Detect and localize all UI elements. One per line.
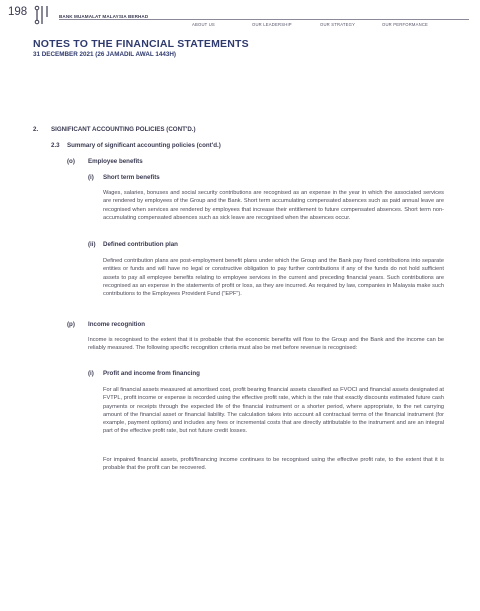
item-p-i-title: Profit and income from financing (103, 370, 200, 377)
nav-our-performance[interactable]: OUR PERFORMANCE (382, 22, 429, 27)
bank-logo-icon (33, 5, 53, 25)
nav-our-strategy[interactable]: OUR STRATEGY (320, 22, 356, 27)
item-o-ii-title: Defined contribution plan (103, 241, 178, 248)
item-p-title: Income recognition (88, 321, 146, 328)
item-o-i-number: (i) (88, 174, 94, 181)
nav-our-leadership[interactable]: OUR LEADERSHIP (252, 22, 292, 27)
income-recognition-intro: Income is recognised to the extent that it is probable that the economic benefits will flow to the Group and the Bank and the income can be reliably measured. The following specific recognition criteria must also be met before revenue is recognised: (88, 337, 444, 352)
item-o-number: (o) (67, 158, 75, 165)
header-divider (59, 19, 469, 20)
item-o-ii-number: (ii) (88, 241, 96, 248)
item-o-i-title: Short term benefits (103, 174, 160, 181)
short-term-benefits-text: Wages, salaries, bonuses and social security contributions are recognised as an expense in the year in which the associated services are rendered by employees of the Group and the Bank. Short term accumulating compensated absences such as paid annual leave are recognised when services are rendered by employees that increase their entitlement to future compensated absences. Short term non-accumulating compensated absences such as sick leave are recognised when the absences occur. (103, 190, 444, 221)
item-p-i-number: (i) (88, 370, 94, 377)
bank-name: BANK MUAMALAT MALAYSIA BERHAD (59, 14, 149, 19)
profit-income-text-2: For impaired financial assets, profit/financing income continues to be recognised using the effective profit rate, to the extent that it is probable that the profit can be recovered. (103, 457, 444, 472)
page-subtitle: 31 DECEMBER 2021 (26 JAMADIL AWAL 1443H) (33, 51, 177, 58)
section-number: 2. (33, 126, 39, 133)
page-title: NOTES TO THE FINANCIAL STATEMENTS (33, 38, 249, 50)
defined-contribution-text: Defined contribution plans are post-employment benefit plans under which the Group and the Bank pay fixed contributions into separate entities or funds and will have no legal or constructive obligation to pay further contributions if any of the funds do not hold sufficient assets to pay all employee benefits relating to employee services in the current and preceding financial years. Such contributions are recognised as an expense in the statements of profit or loss, as they are incurred. As required by law, companies in Malaysia make such contributions to the Employees Provident Fund ("EPF"). (103, 258, 444, 297)
profit-income-text-1: For all financial assets measured at amortised cost, profit bearing financial assets classified as FVOCI and financial assets designated at FVTPL, profit income or expense is recorded using the effective profit rate, which is the rate that exactly discounts estimated future cash payments or receipts through the expected life of the financial instrument or a shorter period, where appropriate, to the net carrying amount of the financial asset or financial liability. The calculation takes into account all contractual terms of the financial instrument (for example, payment options) and includes any fees or incremental costs that are directly attributable to the instrument and are an integral part of the effective profit rate, but not future credit losses. (103, 387, 444, 435)
page-number: 198 (8, 6, 28, 18)
nav-about-us[interactable]: ABOUT US (192, 22, 215, 27)
subsection-number: 2.3 (51, 142, 60, 149)
item-p-number: (p) (67, 321, 75, 328)
item-o-title: Employee benefits (88, 158, 143, 165)
subsection-title: Summary of significant accounting policies (cont'd.) (67, 142, 221, 149)
section-title: SIGNIFICANT ACCOUNTING POLICIES (CONT'D.) (51, 126, 196, 133)
